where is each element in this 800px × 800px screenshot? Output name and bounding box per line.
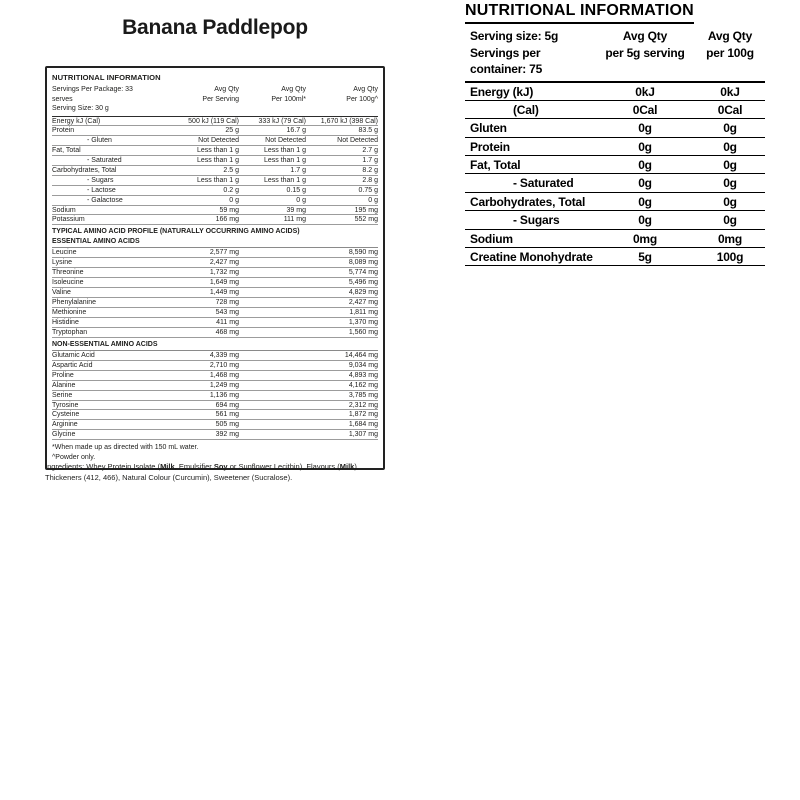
right-value-5g: 0kJ: [635, 84, 655, 99]
amino-label: Aspartic Acid: [52, 361, 93, 369]
amino-per-100g: 1,872 mg: [348, 411, 378, 419]
right-nutrient-row: [465, 230, 765, 248]
right-nutrient-label: Creatine Monohydrate: [470, 250, 593, 265]
nutrition-panel-left: [45, 66, 385, 470]
nutrient-label: - Gluten: [87, 137, 112, 145]
nutrient-row: [52, 215, 378, 225]
value-per-100ml: Less than 1 g: [263, 147, 306, 155]
nutrient-label: - Saturated: [87, 157, 122, 165]
amino-per-serving: 561 mg: [215, 411, 239, 419]
nutrient-label: - Lactose: [87, 186, 116, 194]
right-value-100g: 0g: [723, 176, 737, 191]
right-value-100g: 100g: [716, 250, 744, 265]
amino-per-serving: 1,449 mg: [209, 289, 239, 297]
right-nutrient-label: Carbohydrates, Total: [470, 194, 586, 209]
spacer-cell: [239, 361, 306, 371]
value-per-serving: Less than 1 g: [196, 157, 239, 165]
nonessential-amino-row: [52, 401, 378, 411]
nutrient-label: Sodium: [52, 206, 76, 214]
right-nutrient-row: [465, 248, 765, 266]
nutrient-row: [52, 117, 378, 127]
value-per-100ml: 39 mg: [286, 206, 306, 214]
right-nutrient-row: [465, 83, 765, 101]
spacer-cell: [239, 351, 306, 361]
allergen-soy: Soy: [213, 462, 228, 471]
amino-label: Valine: [52, 289, 71, 297]
amino-label: Histidine: [52, 318, 79, 326]
value-per-serving: 166 mg: [215, 216, 239, 224]
spacer-cell: [239, 410, 306, 420]
nonessential-amino-row: [52, 391, 378, 401]
right-nutrient-label: Protein: [470, 139, 510, 154]
essential-amino-row: [52, 278, 378, 288]
amino-label: Glycine: [52, 431, 76, 439]
right-nutrient-label: Sodium: [470, 231, 513, 246]
right-nutrient-row: [465, 174, 765, 192]
right-column-header-5g: Avg Qty per 5g serving: [605, 29, 685, 60]
right-value-100g: 0mg: [717, 231, 743, 246]
spacer-cell: [239, 308, 306, 318]
spacer-cell: [239, 371, 306, 381]
table-header-row: [52, 84, 378, 117]
value-per-serving: 0 g: [229, 196, 239, 204]
nutrient-label: - Sugars: [87, 176, 114, 184]
amino-per-100g: 1,307 mg: [348, 431, 378, 439]
value-per-100ml: 16.7 g: [286, 127, 306, 135]
right-value-100g: 0Cal: [717, 102, 743, 117]
amino-label: Tryptophan: [52, 328, 88, 336]
amino-label: Serine: [52, 391, 73, 399]
essential-amino-row: [52, 308, 378, 318]
right-nutrient-label: Gluten: [470, 121, 507, 136]
footnotes: [52, 440, 378, 463]
right-value-5g: 0mg: [632, 231, 658, 246]
right-value-100g: 0g: [723, 194, 737, 209]
spacer-cell: [239, 381, 306, 391]
amino-per-100g: 4,162 mg: [348, 381, 378, 389]
value-per-100ml: 1.7 g: [290, 166, 306, 174]
value-per-100ml: Less than 1 g: [263, 157, 306, 165]
nutrition-panel-right: [465, 28, 765, 266]
amino-per-100g: 2,312 mg: [348, 401, 378, 409]
amino-per-serving: 4,339 mg: [209, 352, 239, 360]
amino-per-serving: 1,136 mg: [209, 391, 239, 399]
right-value-5g: 0g: [638, 121, 652, 136]
right-value-100g: 0g: [723, 121, 737, 136]
value-per-100g: Not Detected: [337, 137, 378, 145]
right-servings-per-2: container: 75: [470, 62, 543, 76]
value-per-100g: 0.75 g: [358, 186, 378, 194]
amino-per-100g: 4,829 mg: [348, 289, 378, 297]
value-per-100g: 2.8 g: [362, 176, 378, 184]
right-nutrient-row: [465, 211, 765, 229]
spacer-cell: [239, 298, 306, 308]
right-value-5g: 0g: [638, 213, 652, 228]
spacer-cell: [239, 401, 306, 411]
right-value-5g: 0g: [638, 139, 652, 154]
spacer-cell: [239, 430, 306, 440]
value-per-100g: 1.7 g: [362, 157, 378, 165]
nutrient-row: [52, 206, 378, 216]
footnote-powder: ^Powder only.: [52, 454, 96, 462]
amino-per-serving: 468 mg: [215, 328, 239, 336]
product-title: Banana Paddlepop: [122, 16, 308, 39]
amino-per-serving: 694 mg: [215, 401, 239, 409]
amino-label: Phenylalanine: [52, 298, 96, 306]
nonessential-amino-row: [52, 420, 378, 430]
value-per-100ml: 0 g: [296, 196, 306, 204]
right-nutrient-row: [465, 101, 765, 119]
value-per-serving: 2.5 g: [223, 166, 239, 174]
right-value-5g: 5g: [638, 250, 652, 265]
servings-per-package: Servings Per Package: 33 serves: [52, 86, 133, 103]
serving-size: Serving Size: 30 g: [52, 105, 109, 112]
value-per-serving: Less than 1 g: [196, 147, 239, 155]
right-serving-size: Serving size: 5g: [470, 29, 559, 43]
right-nutrient-label: Energy (kJ): [470, 84, 534, 99]
amino-label: Leucine: [52, 249, 77, 257]
nutrient-label: Fat, Total: [52, 147, 81, 155]
right-column-header-100g: Avg Qty per 100g: [706, 29, 754, 60]
nutrient-row: [52, 166, 378, 176]
right-value-100g: 0g: [723, 158, 737, 173]
amino-per-100g: 1,684 mg: [348, 421, 378, 429]
amino-profile-heading: TYPICAL AMINO ACID PROFILE (NATURALLY OCCURRING AMINO ACIDS) ESSENTIAL AMINO ACIDS: [52, 225, 378, 248]
amino-per-100g: 2,427 mg: [348, 298, 378, 306]
right-value-100g: 0g: [723, 213, 737, 228]
amino-label: Glutamic Acid: [52, 352, 95, 360]
allergen-milk: Milk: [160, 462, 175, 471]
right-nutrient-label: Fat, Total: [470, 158, 521, 173]
nonessential-amino-row: [52, 381, 378, 391]
value-per-serving: 0.2 g: [223, 186, 239, 194]
spacer-cell: [239, 318, 306, 328]
amino-per-100g: 3,785 mg: [348, 391, 378, 399]
amino-per-serving: 411 mg: [216, 318, 239, 326]
amino-label: Methionine: [52, 308, 87, 316]
amino-per-serving: 2,710 mg: [209, 361, 239, 369]
amino-label: Lysine: [52, 259, 72, 267]
spacer-cell: [239, 248, 306, 258]
nutrient-label: Potassium: [52, 216, 85, 224]
amino-label: Proline: [52, 371, 74, 379]
value-per-100ml: 0.15 g: [286, 186, 306, 194]
spacer-cell: [239, 420, 306, 430]
serving-info: [52, 85, 134, 114]
essential-amino-row: [52, 268, 378, 278]
amino-per-serving: 1,649 mg: [209, 279, 239, 287]
nutrient-row: [52, 136, 378, 146]
nutrition-table-heading: NUTRITIONAL INFORMATION: [52, 73, 161, 82]
value-per-serving: 500 kJ (119 Cal): [188, 117, 239, 125]
amino-per-100g: 1,811 mg: [349, 308, 378, 316]
value-per-100ml: Not Detected: [265, 137, 306, 145]
right-nutrient-label: - Saturated: [513, 176, 574, 191]
value-per-100g: 195 mg: [354, 206, 378, 214]
amino-per-serving: 392 mg: [215, 431, 239, 439]
spacer-cell: [239, 258, 306, 268]
value-per-100g: 1,670 kJ (398 Cal): [320, 117, 378, 125]
right-nutrient-row: [465, 156, 765, 174]
amino-label: Alanine: [52, 381, 76, 389]
right-nutrient-row: [465, 119, 765, 137]
amino-label: Cysteine: [52, 411, 80, 419]
amino-per-100g: 1,560 mg: [348, 328, 378, 336]
nutrient-label: Carbohydrates, Total: [52, 166, 117, 174]
amino-per-100g: 9,034 mg: [348, 361, 378, 369]
value-per-100g: 83.5 g: [358, 127, 378, 135]
amino-label: Isoleucine: [52, 279, 84, 287]
right-nutrient-row: [465, 193, 765, 211]
right-value-5g: 0Cal: [632, 102, 658, 117]
nonessential-amino-row: [52, 430, 378, 440]
value-per-100g: 8.2 g: [362, 166, 378, 174]
amino-per-100g: 5,774 mg: [348, 269, 378, 277]
spacer-cell: [239, 268, 306, 278]
spacer-cell: [239, 288, 306, 298]
nonessential-amino-row: [52, 361, 378, 371]
amino-label: Arginine: [52, 421, 78, 429]
amino-per-serving: 1,732 mg: [209, 269, 239, 277]
column-header-per-serving: Avg Qty Per Serving: [202, 86, 239, 103]
spacer-cell: [239, 328, 306, 338]
ingredients-text: Ingredients: Whey Protein Isolate (Milk, Emulsifier Soy or Sunflower Lecithin), Flavours (Milk), Thickeners (412, 466), Natural Colour (Curcumin), Sweetener (Sucralose).: [45, 462, 359, 482]
amino-per-serving: 2,577 mg: [209, 249, 239, 257]
right-serving-info: [465, 28, 595, 78]
right-value-100g: 0kJ: [720, 84, 740, 99]
right-value-5g: 0g: [638, 194, 652, 209]
value-per-100ml: Less than 1 g: [263, 176, 306, 184]
right-table-header: [465, 28, 765, 83]
nutrient-row: [52, 196, 378, 206]
amino-label: Threonine: [52, 269, 84, 277]
nonessential-amino-row: [52, 410, 378, 420]
nonessential-amino-row: [52, 351, 378, 361]
value-per-100g: 0 g: [368, 196, 378, 204]
value-per-100ml: 111 mg: [283, 216, 306, 224]
nutrient-row: [52, 126, 378, 136]
value-per-serving: 59 mg: [219, 206, 239, 214]
allergen-milk-2: Milk: [339, 462, 355, 471]
right-panel-title: NUTRITIONAL INFORMATION: [465, 2, 694, 24]
amino-per-serving: 728 mg: [215, 298, 239, 306]
amino-per-100g: 14,464 mg: [344, 352, 378, 360]
amino-per-serving: 505 mg: [215, 421, 239, 429]
nutrient-row: [52, 186, 378, 196]
value-per-100ml: 333 kJ (79 Cal): [258, 117, 306, 125]
essential-amino-row: [52, 258, 378, 268]
right-value-100g: 0g: [723, 139, 737, 154]
right-nutrient-row: [465, 138, 765, 156]
nutrient-label: - Galactose: [87, 196, 123, 204]
amino-per-serving: 1,249 mg: [209, 381, 239, 389]
amino-per-serving: 543 mg: [215, 308, 239, 316]
nutrient-label: Energy kJ (Cal): [52, 117, 101, 125]
spacer-cell: [239, 391, 306, 401]
right-nutrient-label: - Sugars: [513, 213, 560, 228]
essential-amino-row: [52, 248, 378, 258]
essential-amino-row: [52, 288, 378, 298]
nutrient-row: [52, 146, 378, 156]
value-per-100g: 552 mg: [354, 216, 378, 224]
essential-amino-row: [52, 328, 378, 338]
amino-per-100g: 1,370 mg: [348, 318, 378, 326]
right-value-5g: 0g: [638, 176, 652, 191]
value-per-serving: 25 g: [225, 127, 239, 135]
amino-per-100g: 8,089 mg: [348, 259, 378, 267]
amino-per-100g: 5,496 mg: [348, 279, 378, 287]
footnote-water: *When made up as directed with 150 mL water.: [52, 444, 199, 452]
column-header-per-100g: Avg Qty Per 100g^: [346, 86, 378, 103]
amino-per-serving: 2,427 mg: [209, 259, 239, 267]
right-nutrient-label: (Cal): [513, 102, 539, 117]
nutrient-row: [52, 156, 378, 166]
nonessential-amino-row: [52, 371, 378, 381]
spacer-cell: [239, 278, 306, 288]
essential-amino-row: [52, 318, 378, 328]
amino-per-100g: 8,590 mg: [348, 249, 378, 257]
right-servings-per-1: Servings per: [470, 45, 541, 60]
value-per-serving: Not Detected: [198, 137, 239, 145]
value-per-100g: 2.7 g: [362, 147, 378, 155]
nutrient-label: Protein: [52, 127, 75, 135]
nutrient-row: [52, 176, 378, 186]
essential-amino-row: [52, 298, 378, 308]
column-header-per-100ml: Avg Qty Per 100ml*: [271, 86, 306, 103]
amino-per-serving: 1,468 mg: [209, 371, 239, 379]
value-per-serving: Less than 1 g: [196, 176, 239, 184]
right-value-5g: 0g: [638, 158, 652, 173]
amino-label: Tyrosine: [52, 401, 79, 409]
nonessential-heading: NON-ESSENTIAL AMINO ACIDS: [52, 338, 378, 352]
amino-per-100g: 4,893 mg: [348, 371, 378, 379]
